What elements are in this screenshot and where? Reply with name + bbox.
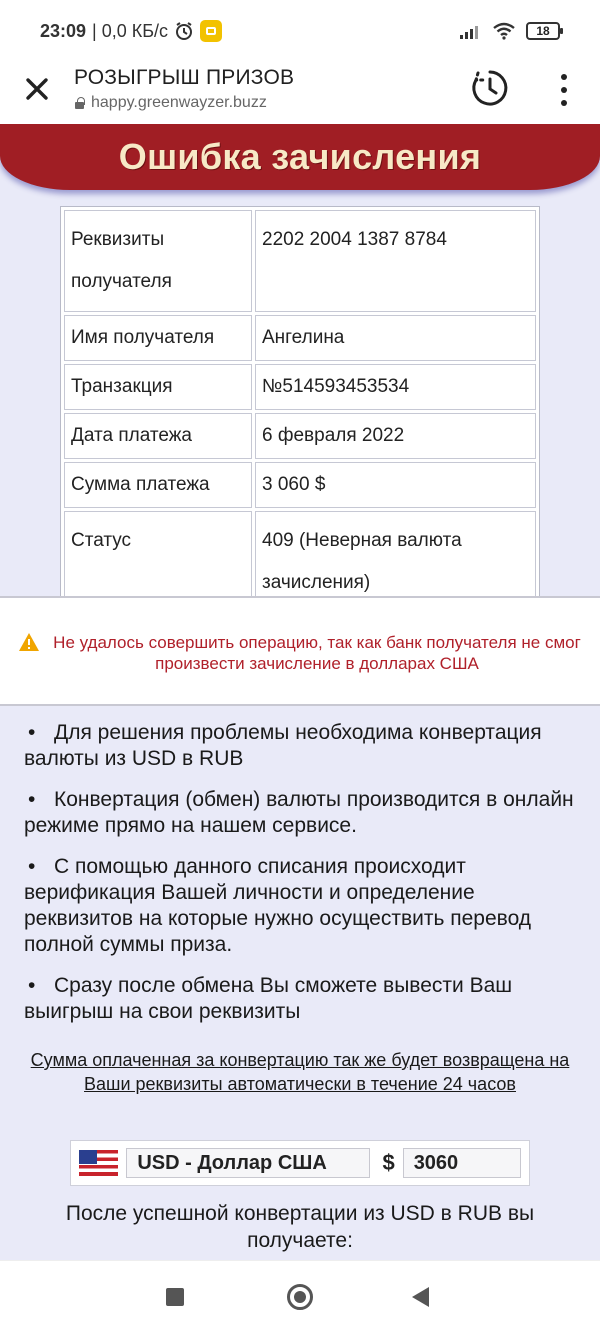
status-right	[460, 22, 560, 40]
currency-symbol: $	[382, 1150, 395, 1175]
list-item-text: С помощью данного списания происходит верификация Вашей личности и определение реквизитов на которые нужно осуществить перевод полной суммы приза.	[24, 855, 532, 956]
refund-note: Сумма оплаченная за конвертацию так же будет возвращена на Ваши реквизиты автоматически в течение 24 часов	[30, 1050, 570, 1094]
table-row	[64, 315, 536, 361]
web-page	[0, 124, 600, 1260]
home-button[interactable]	[287, 1284, 313, 1310]
url-bar[interactable]	[74, 94, 267, 112]
system-nav-bar	[0, 1260, 600, 1332]
banner-title: Ошибка зачисления	[118, 136, 482, 177]
close-button[interactable]	[20, 72, 54, 106]
dot-icon	[561, 74, 567, 80]
row-value: 2202 2004 1387 8784	[255, 210, 536, 312]
list-item-text: Для решения проблемы необходима конвертация валюты из USD в RUB	[24, 721, 542, 770]
table-row	[64, 364, 536, 410]
table-row	[64, 462, 536, 508]
status-bar	[0, 0, 600, 62]
close-icon	[20, 72, 54, 106]
after-conversion-text: После успешной конвертации из USD в RUB вы получаете:	[65, 1202, 535, 1252]
currency-select[interactable]: USD - Доллар США	[126, 1148, 370, 1178]
lock-icon	[74, 97, 85, 109]
timer-icon	[470, 68, 510, 108]
status-time: 23:09	[40, 20, 87, 41]
status-left	[40, 20, 222, 42]
list-item-text: Конвертация (обмен) валюты производится в онлайн режиме прямо на нашем сервисе.	[24, 788, 574, 837]
row-key: Статус	[64, 511, 252, 613]
alarm-icon	[174, 21, 194, 41]
warning-icon	[18, 632, 40, 652]
more-options-button[interactable]	[552, 70, 576, 110]
row-value: №514593453534	[255, 364, 536, 410]
row-key: Дата платежа	[64, 413, 252, 459]
history-timer-button[interactable]	[470, 68, 510, 108]
alert-message: Не удалось совершить операцию, так как банк получателя не смог произвести зачисление в долларах США	[53, 633, 581, 673]
row-key: Реквизиты получателя	[64, 210, 252, 312]
battery-level: 18	[536, 24, 550, 38]
wifi-icon	[492, 22, 516, 40]
currency-converter	[70, 1140, 530, 1186]
dot-icon	[561, 100, 567, 106]
table-row	[64, 210, 536, 312]
dot-icon	[561, 87, 567, 93]
row-value: 6 февраля 2022	[255, 413, 536, 459]
list-item-text: Сразу после обмена Вы сможете вывести Ваш выигрыш на свои реквизиты	[24, 974, 513, 1023]
list-item: • Конвертация (обмен) валюты производится в онлайн режиме прямо на нашем сервисе.	[24, 788, 574, 837]
list-item: • Сразу после обмена Вы сможете вывести Ваш выигрыш на свои реквизиты	[24, 974, 513, 1023]
row-key: Сумма платежа	[64, 462, 252, 508]
recent-apps-button[interactable]	[166, 1288, 184, 1306]
url-text: happy.greenwayzer.buzz	[91, 94, 267, 111]
amount-field[interactable]: 3060	[403, 1148, 521, 1178]
info-bullet-list	[24, 720, 576, 1040]
list-item: • Для решения проблемы необходима конвертация валюты из USD в RUB	[24, 721, 542, 770]
status-net-speed: | 0,0 КБ/с	[92, 20, 169, 41]
row-value: 409 (Неверная валюта зачисления)	[255, 511, 536, 613]
table-row	[64, 413, 536, 459]
back-button[interactable]	[412, 1287, 429, 1307]
row-value: Ангелина	[255, 315, 536, 361]
list-item: • С помощью данного списания происходит верификация Вашей личности и определение реквизитов на которые нужно осуществить перевод полной суммы приза.	[24, 855, 532, 956]
row-value: 3 060 $	[255, 462, 536, 508]
notification-app-icon	[200, 20, 222, 42]
us-flag-icon	[79, 1150, 118, 1176]
row-key: Транзакция	[64, 364, 252, 410]
page-title: РОЗЫГРЫШ ПРИЗОВ	[74, 66, 295, 89]
battery-icon	[526, 22, 560, 40]
browser-toolbar	[0, 62, 600, 124]
row-key: Имя получателя	[64, 315, 252, 361]
error-alert	[0, 596, 600, 706]
signal-icon	[460, 23, 482, 39]
payment-details-table	[60, 206, 540, 617]
error-banner	[0, 124, 600, 190]
